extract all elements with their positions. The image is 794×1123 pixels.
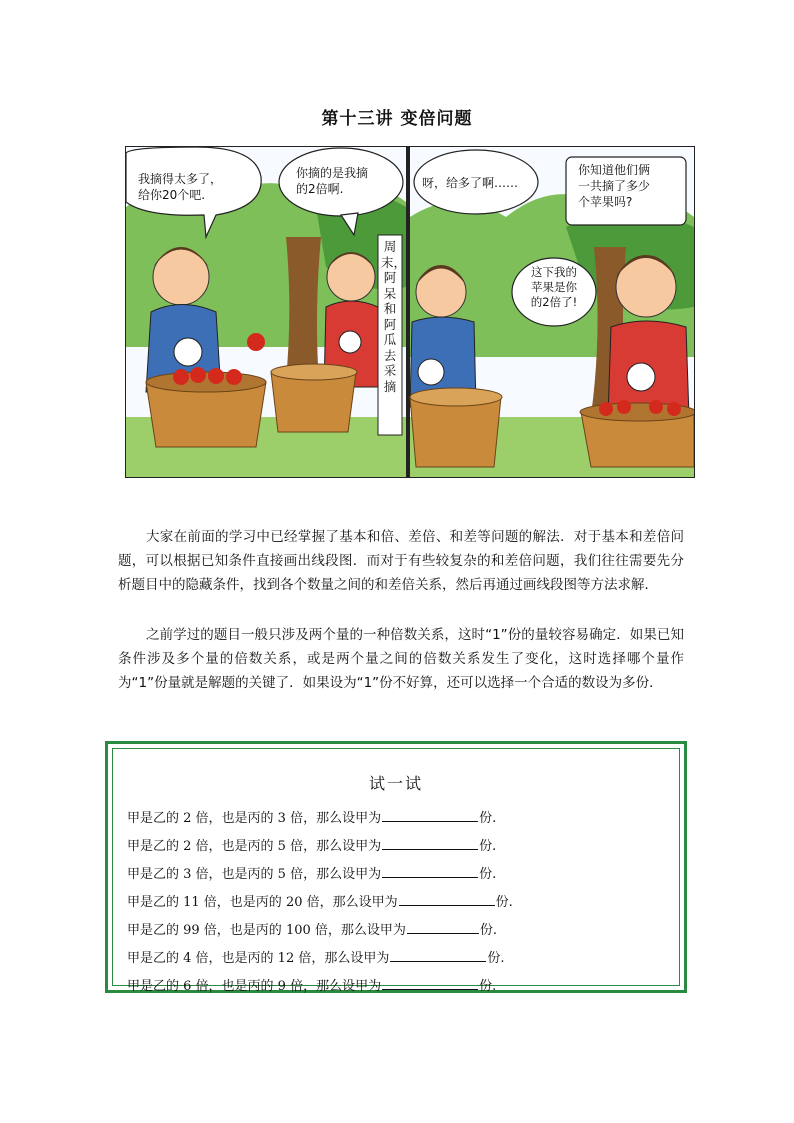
panel3-speech-bubble: 呀，给多了啊…… [422,176,519,190]
try-line-1-text: 甲是乙的 2 倍，也是丙的 3 倍，那么设甲为 [127,811,382,826]
panel4-speech-line1: 你知道他们俩 [578,163,651,177]
try-line-3-blank[interactable] [382,863,478,878]
try-line-2 [127,835,496,855]
try-line-4-text: 甲是乙的 11 倍，也是丙的 20 倍，那么设甲为 [127,895,398,910]
try-line-6-text: 甲是乙的 4 倍，也是丙的 12 倍，那么设甲为 [127,951,390,966]
try-line-3-suffix: 份. [479,867,497,882]
try-line-4-blank[interactable] [399,891,495,906]
try-line-5-text: 甲是乙的 99 倍，也是丙的 100 倍，那么设甲为 [127,923,406,938]
intro-paragraph-1: 大家在前面的学习中已经掌握了基本和倍、差倍、和差等问题的解法．对于基本和差倍问题，可以根据已知条件直接画出线段图．而对于有些较复杂的和差倍问题，我们往往需要先分析题目中的隐藏条件，找到各个数量之间的和差倍关系，然后再通过画线段图等方法求解． [118,529,684,593]
try-line-5 [127,919,497,939]
panel2-speech-bubble [296,165,368,197]
try-line-3-text: 甲是乙的 3 倍，也是丙的 5 倍，那么设甲为 [127,867,382,882]
try-line-2-text: 甲是乙的 2 倍，也是丙的 5 倍，那么设甲为 [127,839,382,854]
intro-paragraph-2: 之前学过的题目一般只涉及两个量的一种倍数关系，这时“1”份的量较容易确定．如果已知条件涉及多个量的倍数关系，或是两个量之间的倍数关系发生了变化，这时选择哪个量作为“1”份量就是解题的关键了．如果设为“1”份不好算，还可以选择一个合适的数设为多份． [118,627,684,691]
panel1-speech-bubble [138,171,222,203]
try-line-5-blank[interactable] [407,919,479,934]
try-line-1-blank[interactable] [382,807,478,822]
panel1-speech-line2: 给你20个吧. [138,188,206,202]
vertical-caption: 周末，阿呆和阿瓜去采摘 [381,239,407,394]
try-line-7 [127,975,496,995]
try-line-5-suffix: 份. [479,923,498,938]
panel4-speech-line3: 个苹果吗? [578,195,633,209]
panel2-speech-line1: 你摘的是我摘 [296,166,369,180]
try-line-4-suffix: 份. [495,895,513,910]
comic-strip [125,146,695,478]
page-title: 第十三讲 变倍问题 [321,109,473,129]
panel3-small-line1: 这下我的 [531,265,577,279]
try-line-2-blank[interactable] [382,835,478,850]
panel4-speech-line2: 一共摘了多少 [578,179,651,193]
try-line-6-blank[interactable] [390,947,486,962]
try-line-2-suffix: 份. [479,839,497,854]
panel3-small-bubble [526,265,582,310]
panel3-small-line2: 苹果是你 [531,280,577,294]
try-it-title: 试一试 [368,774,423,793]
try-line-4 [127,891,513,911]
try-line-6 [127,947,504,967]
try-line-1 [127,807,496,827]
try-it-box [105,741,687,993]
try-line-7-blank[interactable] [382,975,478,990]
try-line-7-text: 甲是乙的 6 倍，也是丙的 9 倍，那么设甲为 [127,979,382,994]
panel2-speech-line2: 的2倍啊. [296,182,344,196]
try-line-7-suffix: 份. [479,979,497,994]
panel4-speech-bubble [578,162,650,210]
panel1-speech-line1: 我摘得太多了， [138,172,223,186]
try-it-box-inner-border [112,748,680,994]
try-line-1-suffix: 份. [479,811,497,826]
panel3-small-line3: 的2倍了! [530,295,578,309]
try-line-6-suffix: 份. [487,951,505,966]
try-line-3 [127,863,496,883]
